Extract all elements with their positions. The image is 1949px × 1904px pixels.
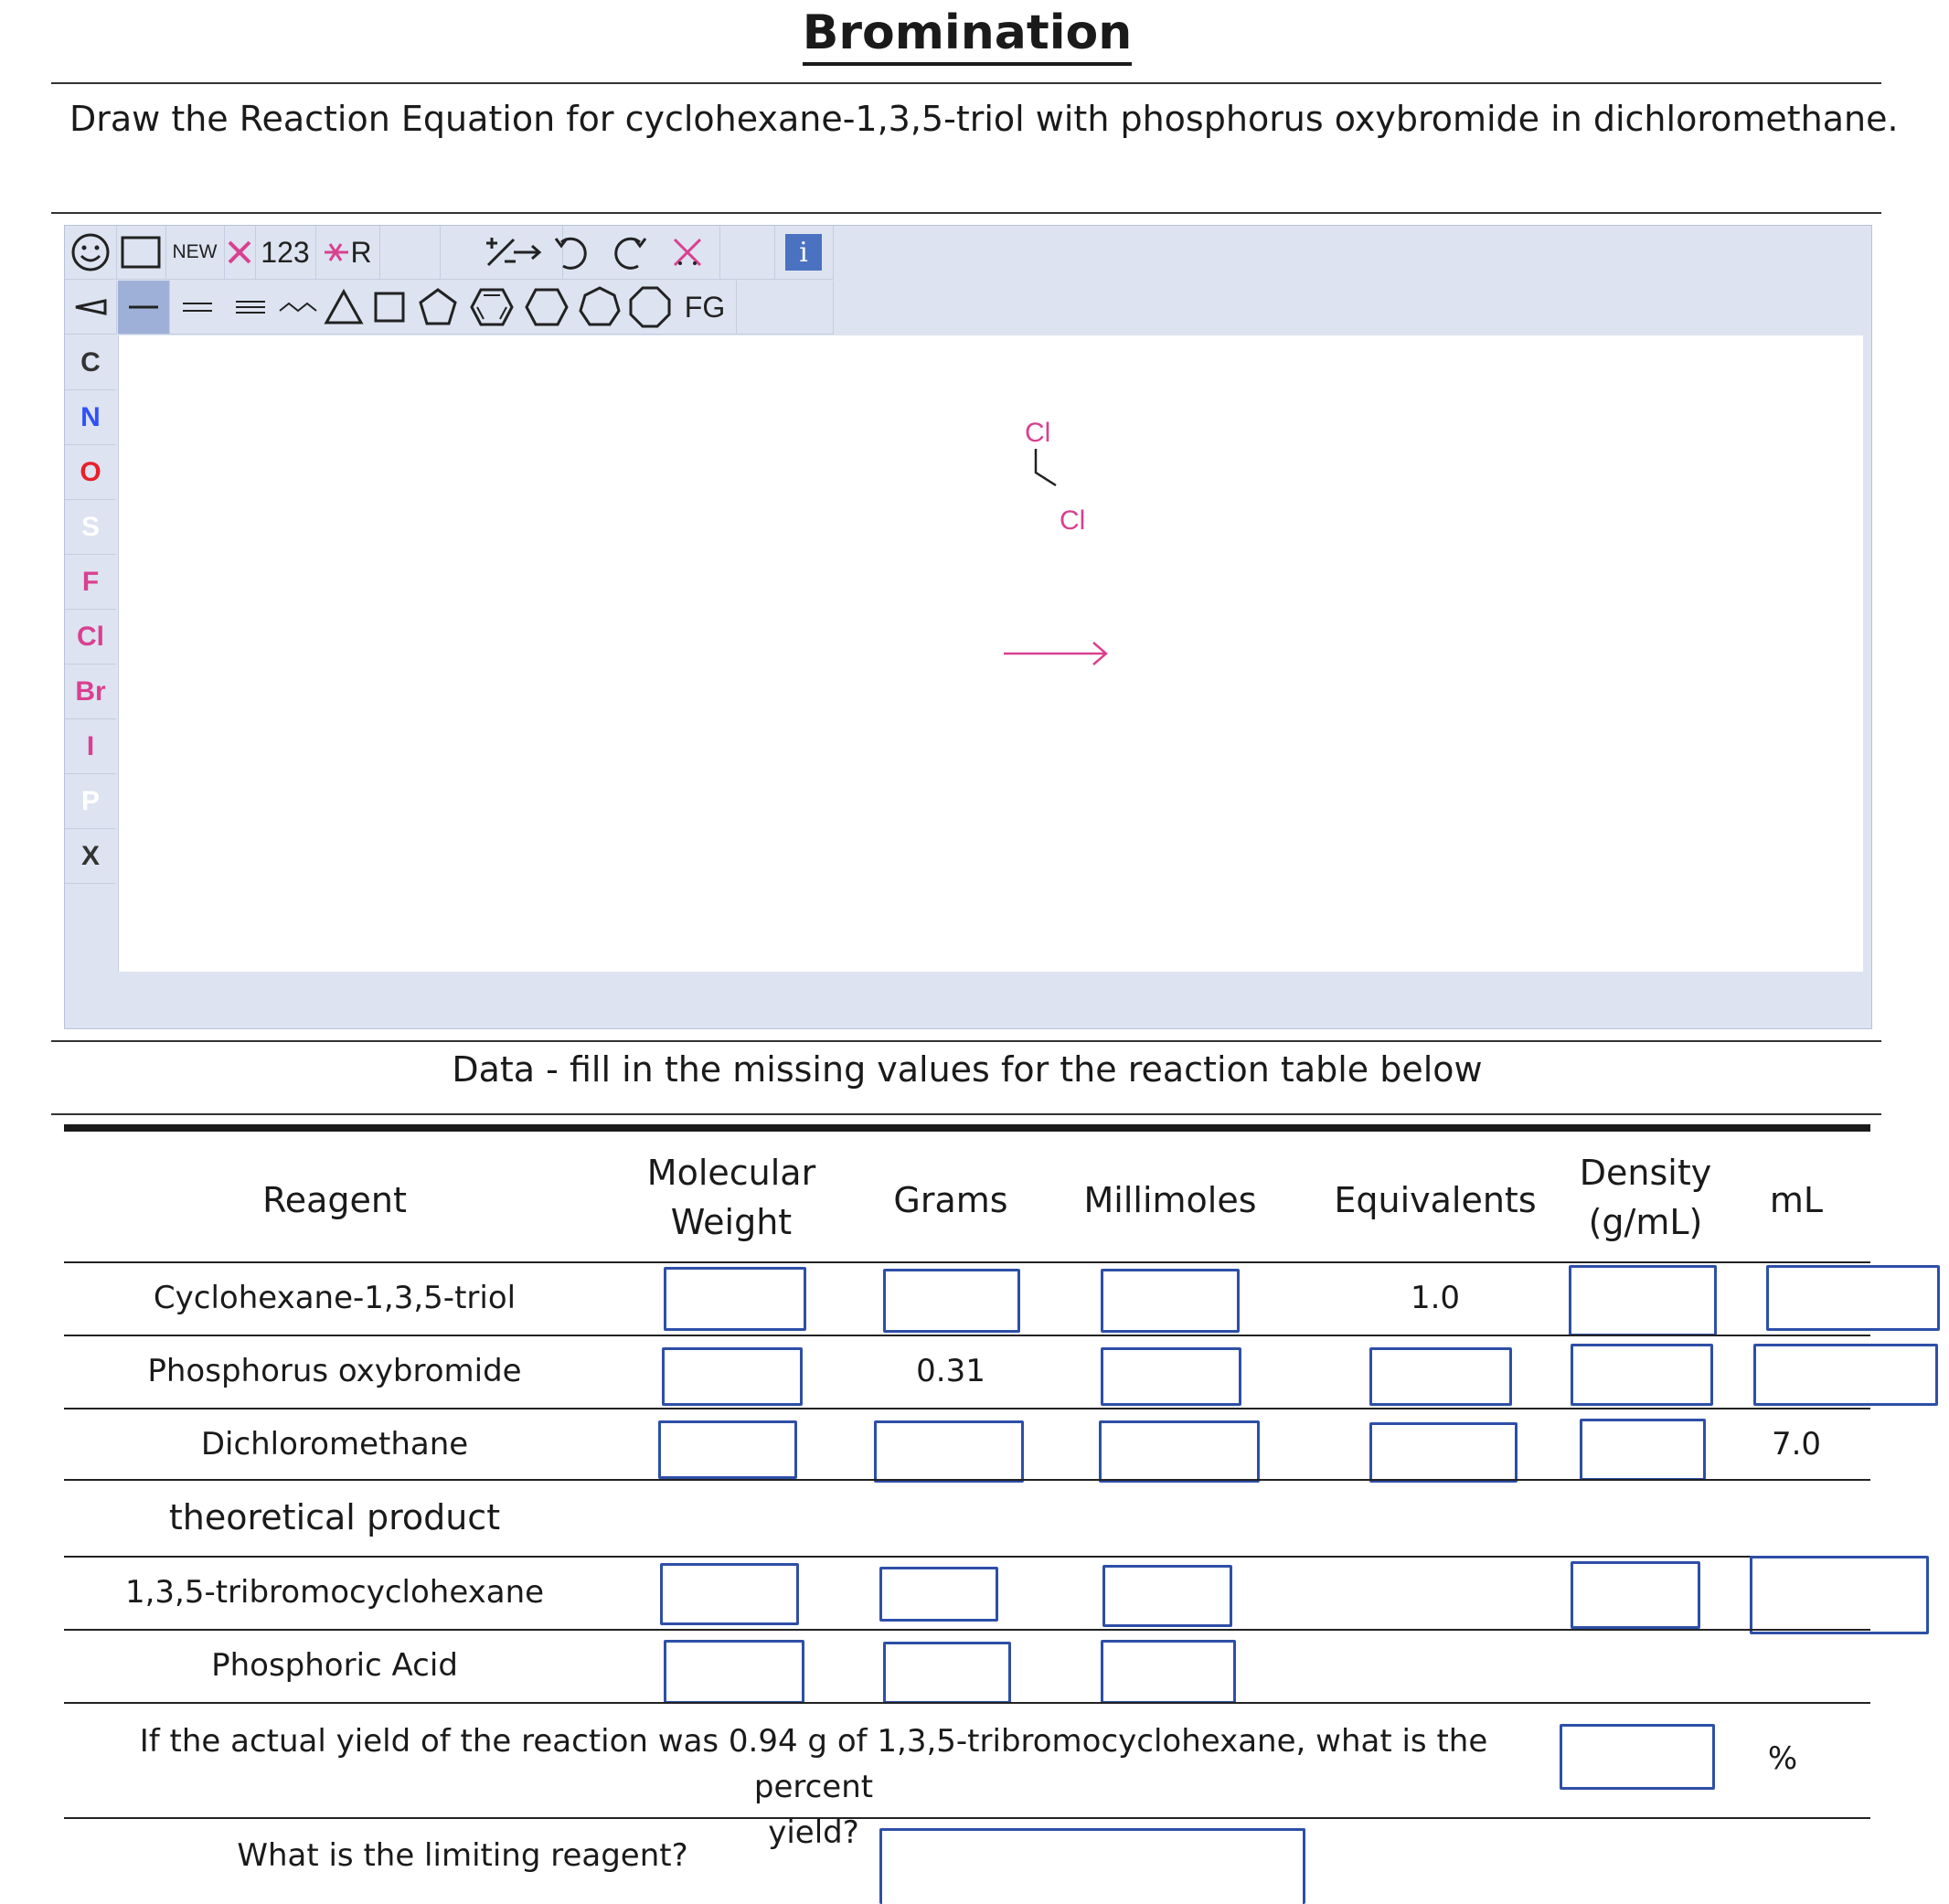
row1-ml-input[interactable]	[1766, 1265, 1940, 1331]
hexagon-ring-icon[interactable]	[520, 281, 573, 335]
row2-ml-input[interactable]	[1753, 1344, 1938, 1406]
r-group-icon	[323, 239, 350, 266]
element-o[interactable]	[65, 445, 116, 500]
row2-mw-input[interactable]	[662, 1347, 803, 1406]
single-bond-icon[interactable]	[118, 281, 170, 335]
product2-millimoles-input[interactable]	[1101, 1640, 1236, 1704]
element-label: N	[80, 401, 101, 432]
table-rule	[64, 1702, 1870, 1704]
square-ring-icon[interactable]	[367, 281, 412, 335]
table-rule	[64, 1408, 1870, 1409]
table-rule	[64, 1817, 1870, 1819]
header-reagent: Reagent	[262, 1180, 407, 1220]
select-box-icon[interactable]	[116, 226, 166, 280]
element-label: O	[80, 456, 101, 487]
new-button[interactable]: NEW	[165, 226, 225, 280]
table-top-rule	[64, 1124, 1870, 1132]
theoretical-product-label: theoretical product	[168, 1497, 501, 1537]
header-mw-line1: Molecular	[646, 1153, 816, 1193]
molecule-atom-cl-1: Cl	[1025, 418, 1051, 448]
element-br[interactable]	[65, 665, 116, 719]
element-n[interactable]	[65, 390, 116, 445]
product1-millimoles-input[interactable]	[1102, 1565, 1232, 1627]
row1-density-input[interactable]	[1569, 1265, 1717, 1336]
section-title: Data - fill in the missing values for the reaction table below	[452, 1049, 1483, 1090]
product1-mw-input[interactable]	[660, 1563, 799, 1625]
product2-name: Phosphoric Acid	[211, 1647, 458, 1684]
header-grams: Grams	[893, 1180, 1008, 1220]
redo-icon[interactable]	[601, 226, 655, 280]
reaction-arrow	[1004, 643, 1106, 665]
header-millimoles: Millimoles	[1083, 1180, 1257, 1220]
header-density-line1: Density	[1579, 1153, 1712, 1193]
divider	[51, 1113, 1881, 1115]
row3-reagent: Dichloromethane	[200, 1426, 469, 1463]
structure-editor	[64, 225, 1872, 1029]
element-cl[interactable]	[65, 610, 116, 665]
header-density-line2: (g/mL)	[1588, 1202, 1703, 1242]
molecule-bond	[1036, 449, 1056, 485]
spacer	[736, 281, 834, 335]
row1-reagent: Cyclohexane-1,3,5-triol	[153, 1280, 517, 1316]
yield-question-line1: If the actual yield of the reaction was 0.94 g of 1,3,5-tribromocyclohexane, what is the percent	[139, 1723, 1488, 1805]
element-label: Br	[75, 675, 106, 707]
element-label: X	[80, 840, 100, 871]
product2-mw-input[interactable]	[664, 1640, 804, 1704]
molecule-atom-cl-2: Cl	[1060, 505, 1086, 536]
reaction-arrow-icon[interactable]	[509, 226, 546, 280]
spacer	[719, 226, 775, 280]
divider	[51, 1040, 1881, 1042]
info-button[interactable]	[774, 226, 834, 280]
product1-grams-input[interactable]	[879, 1567, 998, 1622]
undo-icon[interactable]	[546, 226, 601, 280]
product1-name: 1,3,5-tribromocyclohexane	[124, 1574, 545, 1611]
element-label: C	[80, 346, 101, 378]
yield-question	[101, 1718, 1527, 1856]
triangle-ring-icon[interactable]	[321, 281, 367, 335]
element-sidebar	[65, 335, 116, 975]
row2-density-input[interactable]	[1571, 1344, 1713, 1406]
wedge-bond-icon[interactable]	[65, 281, 117, 335]
row1-mw-input[interactable]	[664, 1267, 806, 1331]
row2-reagent: Phosphorus oxybromide	[147, 1353, 522, 1389]
chain-icon[interactable]	[275, 281, 321, 335]
triple-bond-icon[interactable]	[226, 281, 275, 335]
percent-yield-input[interactable]	[1560, 1724, 1715, 1790]
clean-structure-icon[interactable]	[655, 226, 720, 280]
table-rule	[64, 1335, 1870, 1336]
spacer	[379, 226, 441, 280]
drawing-canvas[interactable]	[118, 335, 1863, 972]
element-p[interactable]	[65, 774, 116, 829]
element-i[interactable]	[65, 719, 116, 774]
element-label: P	[80, 785, 100, 816]
page-title: Bromination	[0, 5, 1934, 60]
product1-ml-input[interactable]	[1750, 1556, 1929, 1634]
row3-density-input[interactable]	[1580, 1419, 1706, 1481]
element-x[interactable]	[65, 829, 116, 884]
reaction-prompt: Draw the Reaction Equation for cyclohexane-1,3,5-triol with phosphorus oxybromide in dichloromethane.	[69, 99, 1899, 139]
row3-equivalents-input[interactable]	[1369, 1422, 1518, 1483]
row1-grams-input[interactable]	[883, 1269, 1020, 1333]
element-c[interactable]	[65, 335, 116, 390]
row2-millimoles-input[interactable]	[1101, 1347, 1241, 1406]
pentagon-ring-icon[interactable]	[412, 281, 463, 335]
header-mw-line2: Weight	[670, 1202, 793, 1242]
table-rule	[64, 1629, 1870, 1631]
benzene-ring-icon[interactable]	[463, 281, 520, 335]
table-rule	[64, 1479, 1870, 1481]
smiley-icon[interactable]	[65, 226, 117, 280]
divider	[51, 212, 1881, 214]
divider	[51, 82, 1881, 84]
editor-toolbar	[65, 226, 833, 335]
heptagon-ring-icon[interactable]	[573, 281, 626, 335]
element-label: S	[80, 511, 100, 542]
limiting-reagent-input[interactable]	[879, 1828, 1305, 1904]
product2-grams-input[interactable]	[883, 1642, 1011, 1704]
element-label: F	[81, 566, 100, 597]
element-f[interactable]	[65, 555, 116, 610]
row1-millimoles-input[interactable]	[1101, 1269, 1240, 1333]
double-bond-icon[interactable]	[169, 281, 226, 335]
info-icon: i	[785, 234, 822, 271]
row1-equivalents: 1.0	[1410, 1280, 1461, 1316]
row3-ml: 7.0	[1771, 1426, 1822, 1463]
header-molecular-weight	[603, 1148, 859, 1247]
delete-icon[interactable]	[224, 226, 256, 280]
row2-grams: 0.31	[916, 1353, 985, 1389]
row3-mw-input[interactable]	[658, 1420, 797, 1479]
header-equivalents: Equivalents	[1334, 1180, 1537, 1220]
yield-question-line2: yield?	[768, 1814, 859, 1851]
numbering-button[interactable]: 123	[255, 226, 316, 280]
table-rule	[64, 1556, 1870, 1558]
r-group-button[interactable]: R	[315, 226, 380, 280]
row3-millimoles-input[interactable]	[1099, 1420, 1260, 1483]
header-ml: mL	[1769, 1180, 1824, 1220]
header-density	[1554, 1148, 1737, 1247]
element-s[interactable]	[65, 500, 116, 555]
element-label: I	[86, 730, 95, 761]
limiting-reagent-question: What is the limiting reagent?	[237, 1837, 688, 1874]
reaction-drawing	[119, 335, 1863, 972]
product1-density-input[interactable]	[1571, 1561, 1700, 1629]
octagon-ring-icon[interactable]	[626, 281, 674, 335]
row2-equivalents-input[interactable]	[1369, 1347, 1512, 1406]
row3-grams-input[interactable]	[874, 1420, 1024, 1483]
percent-symbol: %	[1767, 1740, 1798, 1777]
table-rule	[64, 1261, 1870, 1263]
functional-group-button[interactable]: FG	[674, 281, 737, 335]
element-label: Cl	[77, 621, 104, 652]
